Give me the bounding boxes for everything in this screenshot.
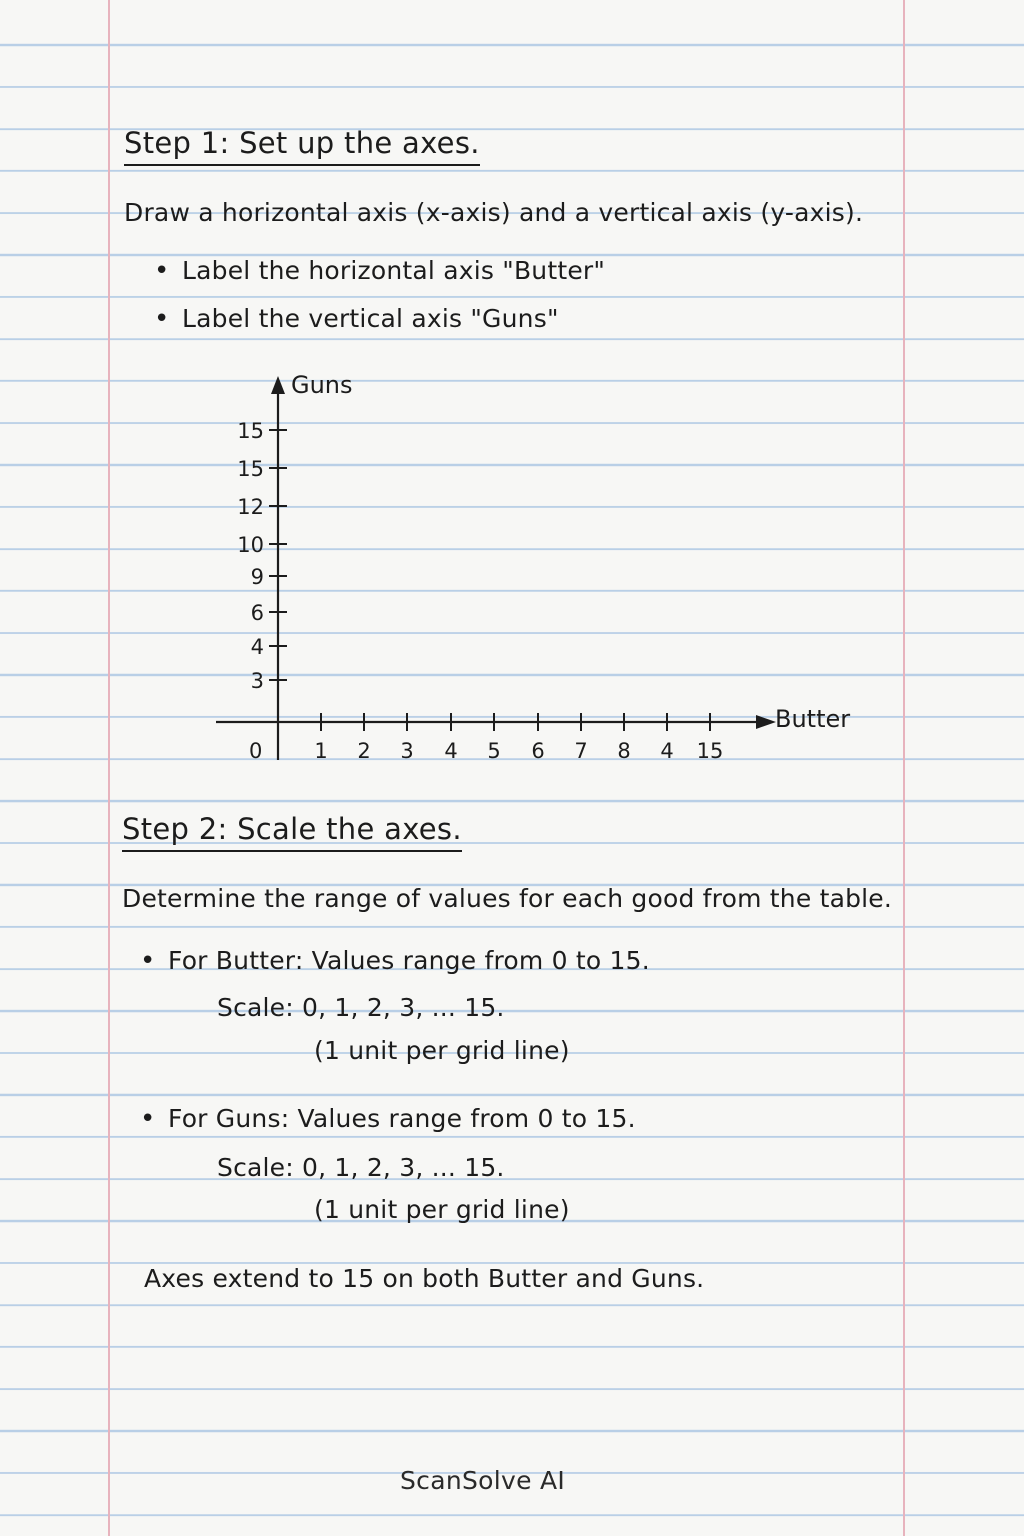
x-tick-label: 7 <box>574 739 588 763</box>
x-tick-label: 8 <box>617 739 631 763</box>
y-axis-title: Guns <box>291 371 353 399</box>
x-tick-label: 3 <box>400 739 414 763</box>
step2-intro: Determine the range of values for each good from the table. <box>122 884 893 913</box>
x-tick-label: 6 <box>531 739 545 763</box>
butter-unit: (1 unit per grid line) <box>314 1036 570 1065</box>
guns-range-line: • For Guns: Values range from 0 to 15. <box>140 1104 636 1134</box>
y-tick-label: 15 <box>237 457 264 481</box>
y-axis-arrow-icon <box>271 376 285 394</box>
y-tick-label: 3 <box>250 669 264 693</box>
x-axis-ticks <box>314 713 723 763</box>
footer-brand: ScanSolve AI <box>400 1466 566 1495</box>
x-tick-label: 4 <box>660 739 674 763</box>
y-tick-label: 4 <box>250 635 264 659</box>
butter-range-line: • For Butter: Values range from 0 to 15. <box>140 946 650 976</box>
guns-unit: (1 unit per grid line) <box>314 1195 570 1224</box>
x-axis-title: Butter <box>775 705 851 733</box>
x-tick-label: 15 <box>696 739 724 763</box>
conclusion-text: Axes extend to 15 on both Butter and Guns. <box>144 1264 705 1293</box>
guns-scale: Scale: 0, 1, 2, 3, ... 15. <box>217 1153 505 1182</box>
y-axis-ticks <box>237 419 287 693</box>
x-tick-label: 5 <box>487 739 501 763</box>
x-tick-label: 1 <box>314 739 328 763</box>
y-tick-label: 15 <box>237 419 264 443</box>
y-tick-label: 9 <box>250 565 264 589</box>
step1-bullet-butter: • Label the horizontal axis "Butter" <box>154 256 605 286</box>
step2-heading: Step 2: Scale the axes. <box>122 812 462 852</box>
x-tick-label: 2 <box>357 739 371 763</box>
x-axis-arrow-icon <box>756 715 776 729</box>
y-tick-label: 10 <box>237 533 264 557</box>
y-tick-label: 6 <box>250 601 264 625</box>
left-margin-line <box>108 0 110 1536</box>
axes-diagram <box>200 360 900 780</box>
x-tick-label: 4 <box>444 739 458 763</box>
origin-label: 0 <box>249 739 263 763</box>
y-tick-label: 12 <box>237 495 264 519</box>
step1-heading: Step 1: Set up the axes. <box>124 126 480 166</box>
step1-bullet-guns: • Label the vertical axis "Guns" <box>154 304 559 334</box>
butter-scale: Scale: 0, 1, 2, 3, ... 15. <box>217 993 505 1022</box>
right-margin-line <box>903 0 905 1536</box>
step1-intro: Draw a horizontal axis (x-axis) and a vertical axis (y-axis). <box>124 198 864 227</box>
